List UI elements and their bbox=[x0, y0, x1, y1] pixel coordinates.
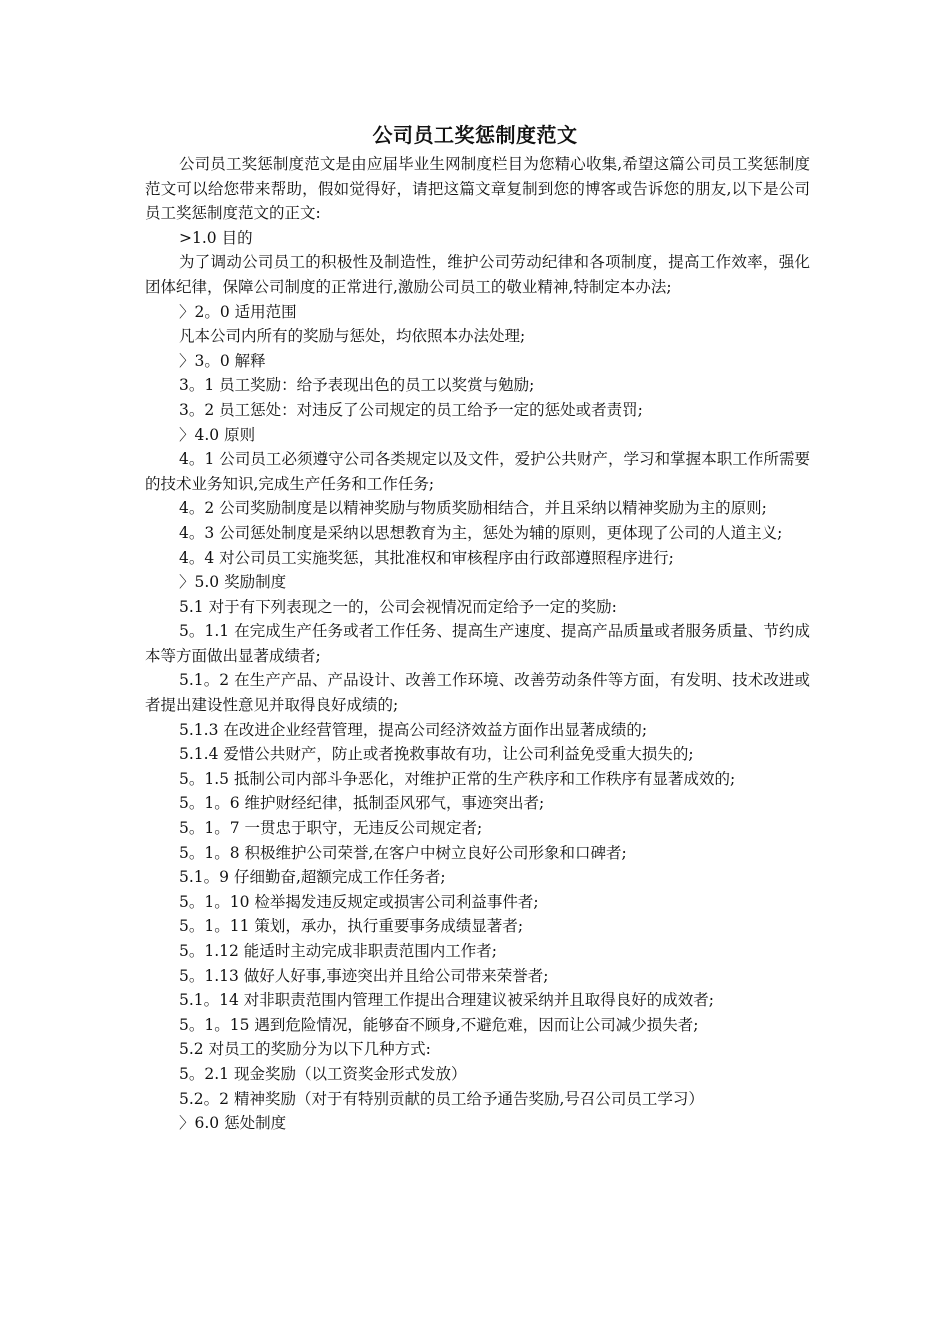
paragraph: 凡本公司内所有的奖励与惩处，均依照本办法处理; bbox=[179, 327, 526, 346]
paragraph: 5.1。9 仔细勤奋,超额完成工作任务者; bbox=[179, 868, 446, 887]
paragraph: 5.1。2 在生产产品、产品设计、改善工作环境、改善劳动条件等方面，有发明、技术改进或者提出建设性意见并取得良好成绩的; bbox=[145, 671, 810, 715]
paragraph: 5。1。6 维护财经纪律，抵制歪风邪气，事迹突出者; bbox=[179, 794, 545, 813]
paragraph: 3。1 员工奖励：给予表现出色的员工以奖赏与勉励; bbox=[179, 376, 535, 395]
paragraph: 5。1.12 能适时主动完成非职责范围内工作者; bbox=[179, 942, 498, 960]
paragraph: 5.2。2 精神奖励（对于有特别贡献的员工给予通告奖励,号召公司员工学习） bbox=[179, 1089, 704, 1108]
section-heading-penalties: 〉6.0 惩处制度 bbox=[179, 1114, 287, 1133]
paragraph: 5。1.13 做好人好事,事迹突出并且给公司带来荣誉者; bbox=[179, 966, 549, 985]
paragraph: 5。1。7 一贯忠于职守，无违反公司规定者; bbox=[179, 819, 483, 838]
paragraph: 5。1.1 在完成生产任务或者工作任务、提高生产速度、提高产品质量或者服务质量、节约成本等方面做出显著成绩者; bbox=[145, 622, 810, 665]
paragraph: 5。2.1 现金奖励（以工资奖金形式发放） bbox=[179, 1064, 467, 1083]
paragraph: 4。1 公司员工必须遵守公司各类规定以及文件，爱护公共财产，学习和掌握本职工作所需要的技术业务知识,完成生产任务和工作任务; bbox=[145, 450, 810, 493]
paragraph: 5。1。10 检举揭发违反规定或损害公司利益事件者; bbox=[179, 892, 539, 911]
paragraph: 5.1 对于有下列表现之一的，公司会视情况而定给予一定的奖励: bbox=[179, 597, 617, 616]
paragraph: 5。1.5 抵制公司内部斗争恶化，对维护正常的生产秩序和工作秩序有显著成效的; bbox=[179, 769, 736, 788]
section-heading-principles: 〉4.0 原则 bbox=[179, 425, 256, 444]
paragraph: 5.1。14 对非职责范围内管理工作提出合理建议被采纳并且取得良好的成效者; bbox=[179, 991, 715, 1010]
paragraph: 5.2 对员工的奖励分为以下几种方式: bbox=[179, 1040, 431, 1059]
intro-paragraph: 公司员工奖惩制度范文是由应届毕业生网制度栏目为您精心收集,希望这篇公司员工奖惩制度范文可以给您带来帮助，假如觉得好，请把这篇文章复制到您的博客或告诉您的朋友,以下是公司员工奖惩制度范文的正文: bbox=[145, 155, 810, 223]
section-heading-rewards: 〉5.0 奖励制度 bbox=[179, 573, 287, 592]
section-heading-definitions: 〉3。0 解释 bbox=[179, 351, 266, 370]
paragraph: 4。4 对公司员工实施奖惩，其批准权和审核程序由行政部遵照程序进行; bbox=[179, 548, 674, 567]
document-body bbox=[145, 152, 810, 1136]
paragraph: 5.1.3 在改进企业经营管理，提高公司经济效益方面作出显著成绩的; bbox=[179, 720, 648, 739]
document-title: 公司员工奖惩制度范文 bbox=[372, 123, 578, 147]
paragraph: 为了调动公司员工的积极性及制造性，维护公司劳动纪律和各项制度，提高工作效率，强化团体纪律，保障公司制度的正常进行,激励公司员工的敬业精神,特制定本办法; bbox=[145, 253, 810, 296]
paragraph: 4。2 公司奖励制度是以精神奖励与物质奖励相结合，并且采纳以精神奖励为主的原则; bbox=[179, 499, 767, 518]
paragraph: 5.1.4 爱惜公共财产，防止或者挽救事故有功，让公司利益免受重大损失的; bbox=[179, 745, 694, 764]
paragraph: 4。3 公司惩处制度是采纳以思想教育为主，惩处为辅的原则，更体现了公司的人道主义; bbox=[179, 523, 783, 542]
section-heading-purpose: >1.0 目的 bbox=[179, 228, 253, 247]
paragraph: 5。1。11 策划，承办，执行重要事务成绩显著者; bbox=[179, 917, 524, 936]
paragraph: 5。1。8 积极维护公司荣誉,在客户中树立良好公司形象和口碑者; bbox=[179, 843, 627, 862]
section-heading-scope: 〉2。0 适用范围 bbox=[179, 302, 297, 321]
paragraph: 3。2 员工惩处：对违反了公司规定的员工给予一定的惩处或者责罚; bbox=[179, 400, 643, 419]
paragraph: 5。1。15 遇到危险情况，能够奋不顾身,不避危难，因而让公司减少损失者; bbox=[179, 1015, 699, 1034]
